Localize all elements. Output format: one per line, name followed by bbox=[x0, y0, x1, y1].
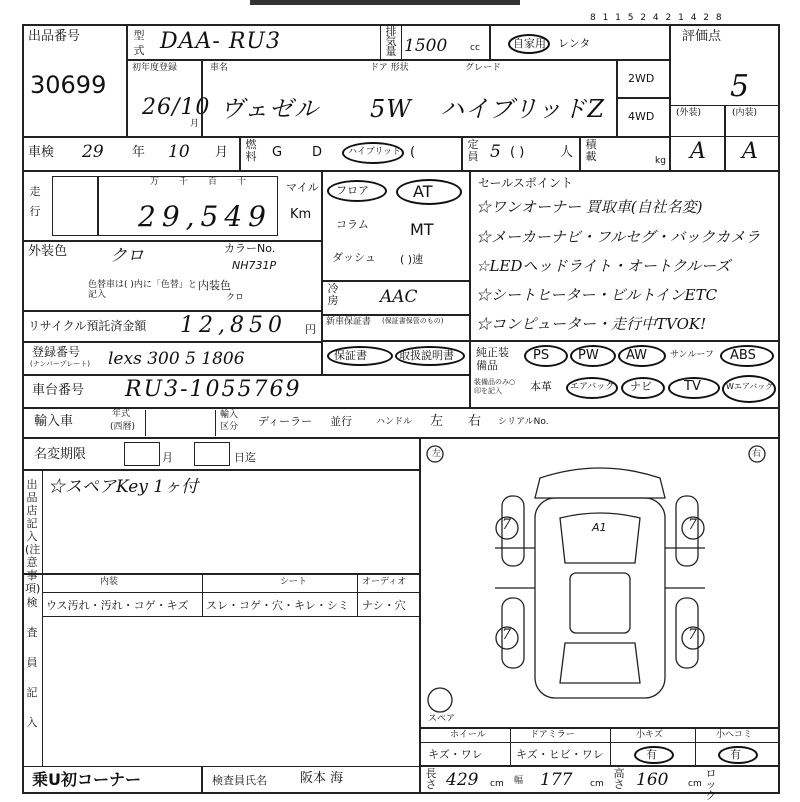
top-bar bbox=[250, 0, 520, 5]
width-label: 幅 bbox=[514, 776, 524, 786]
shift-floor: フロア bbox=[336, 184, 369, 197]
sales-point-5: ☆コンピューター・走行中TVOK! bbox=[476, 315, 707, 333]
grade-label: 評価点 bbox=[682, 29, 722, 44]
fuel-label: 燃料 bbox=[245, 138, 257, 163]
notes-label: 出品店記入(注意事項) bbox=[25, 478, 41, 595]
diagram-left: 左 bbox=[432, 449, 442, 459]
warranty-sub: (保証書保管のもの) bbox=[382, 317, 444, 325]
car-diagram-icon bbox=[420, 438, 780, 728]
serial-label: シリアルNo. bbox=[498, 417, 549, 427]
registration-label: 登録番号 bbox=[32, 345, 81, 359]
name-change-day: 日迄 bbox=[234, 451, 256, 464]
inspector-label: 検査員氏名 bbox=[212, 774, 267, 787]
name-change-label: 名変期限 bbox=[34, 447, 87, 462]
drive-2wd: 2WD bbox=[628, 72, 655, 85]
usage-private: 自家用 bbox=[513, 37, 546, 50]
interior-color-value: クロ bbox=[226, 293, 245, 303]
import-parallel: 並行 bbox=[330, 415, 352, 428]
mileage-cell-1 bbox=[52, 176, 98, 236]
first-reg-label: 初年度登録 bbox=[132, 63, 178, 73]
first-reg-month: 月 bbox=[190, 119, 200, 129]
equipment-note: 装備品のみ○印を記入 bbox=[474, 378, 516, 395]
fuel-g: G bbox=[272, 145, 283, 160]
color-change-note: 色替車は( )内に「色替」と記入 bbox=[88, 280, 197, 300]
equipment-label: 純正装備品 bbox=[476, 346, 509, 372]
check-col-1 bbox=[510, 728, 511, 766]
name-change-month-cell bbox=[124, 442, 160, 466]
shaken-box bbox=[22, 137, 240, 171]
mileage-label: 走行 bbox=[29, 185, 41, 218]
mileage-unit-km: Km bbox=[290, 207, 312, 222]
shift-dash: ダッシュ bbox=[332, 251, 376, 264]
equip-leather: 本革 bbox=[530, 380, 552, 393]
door-label: ドア 形状 bbox=[370, 63, 409, 73]
name-change-month: 月 bbox=[162, 451, 173, 464]
name-change-day-cell bbox=[194, 442, 230, 466]
length-unit: cm bbox=[490, 779, 504, 789]
insp-interior-label: 内装 bbox=[100, 577, 119, 587]
width-unit: cm bbox=[590, 779, 604, 789]
mirror-text: キズ・ヒビ・ワレ bbox=[516, 748, 604, 761]
mark-fl: 7 bbox=[502, 517, 511, 533]
shift-column: コラム bbox=[336, 218, 369, 231]
displacement-unit: cc bbox=[470, 43, 480, 53]
interior-grade-label: (内装) bbox=[732, 108, 758, 118]
small-dent-value: 有 bbox=[730, 748, 741, 761]
equip-tv: TV bbox=[684, 379, 701, 394]
shift-at: AT bbox=[413, 182, 433, 201]
small-scratch-value: 有 bbox=[646, 748, 657, 761]
warranty-opt-1: 保証書 bbox=[334, 349, 367, 362]
insp-seat-text: スレ・コゲ・穴・キレ・シミ bbox=[206, 599, 349, 612]
shaken-year: 29 bbox=[82, 142, 104, 162]
insp-header-line bbox=[42, 592, 420, 593]
equip-abs: ABS bbox=[730, 348, 756, 363]
lot-label: 出品番号 bbox=[28, 29, 81, 44]
handle-label: ハンドル bbox=[376, 417, 413, 427]
import-divider-1 bbox=[145, 410, 146, 436]
load-label: 積載 bbox=[585, 138, 597, 163]
inspector-name: 阪本 海 bbox=[300, 771, 344, 786]
type-label: 型式 bbox=[133, 29, 145, 57]
inspection-divider bbox=[42, 574, 43, 766]
warranty-opt-2: 取扱説明書 bbox=[399, 349, 454, 362]
color-no-value: NH731P bbox=[232, 259, 277, 272]
handle-left: 左 bbox=[430, 414, 444, 429]
interior-grade-value: A bbox=[742, 139, 759, 164]
notes-divider bbox=[42, 470, 43, 574]
height-unit: cm bbox=[688, 779, 702, 789]
corner-label: 乗U初コーナー bbox=[32, 770, 141, 789]
shaken-year-suffix: 年 bbox=[132, 145, 146, 160]
mirror-label: ドアミラー bbox=[530, 730, 575, 740]
registration-value: lexs 300 5 1806 bbox=[108, 349, 245, 369]
insp-audio-label: オーディオ bbox=[362, 577, 407, 587]
mark-fr: 7 bbox=[688, 517, 697, 533]
wheel-text: キズ・ワレ bbox=[428, 748, 483, 761]
height-value: 160 bbox=[636, 770, 669, 790]
drive-4wd: 4WD bbox=[628, 110, 655, 123]
width-value: 177 bbox=[540, 770, 573, 790]
check-header-line bbox=[420, 742, 780, 743]
car-name-value: ヴェゼル bbox=[220, 95, 320, 123]
first-reg-value: 26/10 bbox=[142, 95, 211, 120]
length-label: 長さ bbox=[425, 767, 437, 791]
mileage-unit-mile: マイル bbox=[286, 181, 319, 194]
notes-text: ☆スペアKey 1ヶ付 bbox=[48, 477, 199, 497]
color-no-label: カラーNo. bbox=[224, 242, 276, 255]
insp-seat-label: シート bbox=[280, 577, 308, 587]
warranty-label: 新車保証書 bbox=[326, 317, 372, 327]
equip-sunroof: サンルーフ bbox=[670, 350, 714, 360]
import-divider-2 bbox=[215, 410, 216, 436]
length-value: 429 bbox=[446, 770, 479, 790]
usage-rental: レンタ bbox=[558, 37, 591, 50]
recycle-value: 12,850 bbox=[180, 313, 287, 338]
import-dealer: ディーラー bbox=[258, 415, 313, 428]
spare-label: スペア bbox=[428, 714, 456, 724]
diagram-right: 右 bbox=[752, 449, 762, 459]
color-label: 外装色 bbox=[28, 244, 68, 259]
grade-name-label: グレード bbox=[465, 63, 502, 73]
sales-point-1: ☆ワンオーナー 買取車(自社名変) bbox=[476, 198, 703, 216]
digit-label-1: 万 bbox=[150, 177, 180, 187]
door-value: 5W bbox=[370, 95, 412, 123]
recycle-unit: 円 bbox=[305, 323, 316, 336]
mark-hood: A1 bbox=[592, 521, 607, 534]
check-col-3 bbox=[695, 728, 696, 766]
recycle-label: リサイクル預託済金額 bbox=[28, 319, 147, 333]
import-class-label: 輸入区分 bbox=[220, 410, 239, 432]
exterior-grade-label: (外装) bbox=[676, 108, 702, 118]
inspection-label: 検査員記入 bbox=[26, 596, 38, 729]
sales-point-3: ☆LEDヘッドライト・オートクルーズ bbox=[476, 257, 731, 275]
mileage-digit-labels bbox=[150, 178, 266, 188]
small-dent-label: 小ヘコミ bbox=[716, 730, 753, 740]
equip-ps: PS bbox=[533, 348, 550, 363]
grade-name-value: ハイブリッドZ bbox=[440, 95, 606, 123]
import-year-sub: (西暦) bbox=[110, 422, 136, 432]
exterior-grade-value: A bbox=[690, 139, 707, 164]
fuel-other: ( bbox=[410, 145, 416, 160]
lot-number: 30699 bbox=[30, 71, 107, 99]
ac-label: 冷房 bbox=[327, 282, 339, 307]
displacement-label: 排気量 bbox=[385, 25, 397, 58]
sales-point-2: ☆メーカーナビ・フルセグ・バックカメラ bbox=[476, 228, 761, 246]
digit-label-2: 千 bbox=[179, 177, 209, 187]
check-col-2 bbox=[610, 728, 611, 766]
digit-label-3: 百 bbox=[208, 177, 238, 187]
equip-pw: PW bbox=[578, 348, 599, 363]
capacity-value: 5 bbox=[490, 142, 501, 162]
handle-right: 右 bbox=[468, 414, 482, 429]
capacity-unit: 人 bbox=[560, 145, 574, 160]
color-value: クロ bbox=[110, 246, 144, 266]
lock-label: ロック bbox=[705, 767, 717, 802]
import-label: 輸入車 bbox=[34, 414, 74, 429]
import-year-label: 年式 bbox=[112, 409, 131, 419]
fuel-d: D bbox=[312, 145, 323, 160]
equip-aw: AW bbox=[626, 348, 648, 363]
mark-rl: 7 bbox=[502, 627, 511, 643]
interior-color-label: 内装色 bbox=[198, 279, 231, 292]
capacity-paren: ( ) bbox=[510, 145, 525, 160]
shaken-month-suffix: 月 bbox=[215, 145, 229, 160]
wheel-label: ホイール bbox=[450, 730, 486, 740]
sales-point-4: ☆シートヒーター・ビルトインETC bbox=[476, 286, 718, 304]
height-label: 高さ bbox=[613, 767, 625, 791]
capacity-label: 定員 bbox=[467, 138, 479, 163]
shift-speed: ( )速 bbox=[400, 253, 424, 266]
chassis-label: 車台番号 bbox=[32, 383, 85, 398]
sales-points-label: セールスポイント bbox=[478, 176, 573, 190]
equip-wairbag: Wエアバッグ bbox=[726, 382, 774, 391]
insp-col-2 bbox=[357, 574, 358, 616]
barcode-number: 8 1 1 5 2 4 2 1 4 2 8 bbox=[590, 13, 724, 23]
equip-navi: ナビ bbox=[630, 380, 652, 393]
mileage-value: 29,549 bbox=[138, 200, 272, 233]
load-unit: kg bbox=[655, 156, 666, 166]
fuel-hybrid: ハイブリッド bbox=[348, 147, 402, 157]
displacement-value: 1500 bbox=[404, 36, 448, 56]
small-scratch-label: 小キズ bbox=[636, 730, 663, 740]
shift-mt: MT bbox=[410, 220, 434, 239]
equip-airbag: エアバッグ bbox=[570, 382, 615, 392]
registration-sub: (ナンバープレート) bbox=[30, 360, 90, 368]
mark-rr: 7 bbox=[688, 627, 697, 643]
model-type-value: DAA- RU3 bbox=[160, 29, 281, 54]
digit-label-4: 十 bbox=[237, 177, 267, 187]
grade-value: 5 bbox=[730, 69, 750, 104]
car-name-label: 車名 bbox=[210, 63, 229, 73]
shaken-label: 車検 bbox=[28, 145, 55, 160]
insp-audio-text: ナシ・穴 bbox=[362, 599, 406, 612]
chassis-value: RU3-1055769 bbox=[125, 377, 302, 402]
insp-col-1 bbox=[202, 574, 203, 616]
insp-row-line bbox=[42, 616, 420, 617]
shaken-month: 10 bbox=[168, 142, 190, 162]
ac-value: AAC bbox=[380, 287, 418, 307]
insp-interior-text: ウス汚れ・汚れ・コゲ・キズ bbox=[46, 599, 189, 612]
